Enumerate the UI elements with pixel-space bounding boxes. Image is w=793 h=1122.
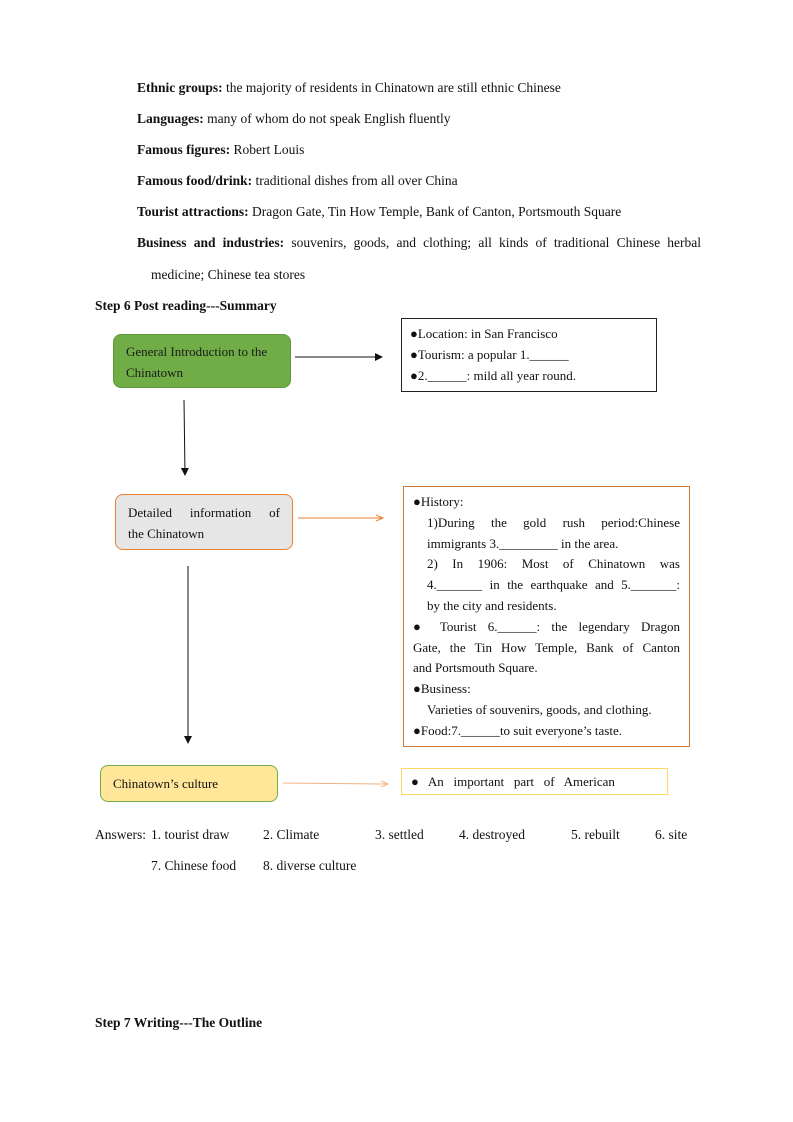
info-business-continued: medicine; Chinese tea stores bbox=[151, 267, 306, 282]
tourist-line: ● Tourist 6.______: the legendary Dragon bbox=[413, 618, 680, 634]
step7-heading: Step 7 Writing---The Outline bbox=[95, 1015, 263, 1030]
history-line: 2) In 1906: Most of Chinatown was bbox=[427, 556, 680, 572]
info-label: Famous figures: bbox=[137, 142, 231, 157]
answer-4: 4. destroyed bbox=[459, 827, 525, 842]
info-ethnic-groups bbox=[137, 80, 561, 96]
arrow-node1-to-node2 bbox=[184, 400, 185, 475]
answer-6: 6. site bbox=[655, 827, 688, 842]
node-detailed-information bbox=[115, 494, 293, 550]
history-line: 1)During the gold rush period:Chinese bbox=[427, 514, 680, 530]
info-label: Ethnic groups: bbox=[137, 80, 223, 95]
history-line: by the city and residents. bbox=[427, 597, 557, 613]
tourist-line: Gate, the Tin How Temple, Bank of Canton bbox=[413, 639, 680, 655]
box-general-introduction bbox=[401, 318, 657, 392]
step6-heading: Step 6 Post reading---Summary bbox=[95, 298, 277, 313]
history-label: ●History: bbox=[413, 494, 464, 509]
answer-1: 1. tourist draw bbox=[151, 827, 230, 842]
answer-2: 2. Climate bbox=[263, 827, 320, 842]
info-text: Robert Louis bbox=[230, 142, 305, 157]
node-general-introduction: General Introduction to the Chinatown bbox=[113, 334, 291, 388]
food-line: ●Food:7.______to suit everyone’s taste. bbox=[413, 722, 622, 738]
info-label: Tourist attractions: bbox=[137, 204, 249, 219]
info-tourist-attractions bbox=[137, 204, 621, 220]
info-text: traditional dishes from all over China bbox=[252, 173, 458, 188]
info-text: souvenirs, goods, and clothing; all kinds of traditional Chinese herbal bbox=[284, 235, 701, 250]
info-famous-figures bbox=[137, 142, 304, 158]
info-label: Languages: bbox=[137, 111, 204, 126]
arrow-node3-to-box3 bbox=[283, 783, 388, 784]
info-famous-food bbox=[137, 173, 458, 189]
answers-label: Answers: bbox=[95, 827, 146, 842]
business-label: ●Business: bbox=[413, 681, 471, 697]
bullet-location: ●Location: in San Francisco bbox=[410, 326, 558, 341]
business-text: Varieties of souvenirs, goods, and clothing. bbox=[427, 701, 652, 717]
answer-5: 5. rebuilt bbox=[571, 827, 620, 842]
node-line: the Chinatown bbox=[128, 526, 205, 541]
info-label: Famous food/drink: bbox=[137, 173, 253, 188]
info-text: many of whom do not speak English fluently bbox=[203, 111, 451, 126]
info-business bbox=[137, 235, 701, 251]
box-culture bbox=[401, 768, 668, 795]
history-line: 4._______ in the earthquake and 5._______: bbox=[427, 577, 680, 593]
info-text: Dragon Gate, Tin How Temple, Bank of Canton, Portsmouth Square bbox=[248, 204, 622, 219]
node-chinatown-culture: Chinatown’s culture bbox=[100, 765, 278, 802]
bullet-tourism: ●Tourism: a popular 1.______ bbox=[410, 346, 569, 362]
bullet-climate: ●2.______: mild all year round. bbox=[410, 367, 576, 383]
answer-7: 7. Chinese food bbox=[151, 858, 237, 873]
info-languages bbox=[137, 111, 450, 127]
tourist-line: and Portsmouth Square. bbox=[413, 660, 538, 676]
node-line: Detailed information of bbox=[128, 505, 280, 520]
answer-8: 8. diverse culture bbox=[263, 858, 357, 873]
culture-line: ● An important part of American bbox=[411, 774, 615, 789]
info-label: Business and industries: bbox=[137, 235, 285, 250]
info-text: the majority of residents in Chinatown are still ethnic Chinese bbox=[222, 80, 561, 95]
history-line: immigrants 3._________ in the area. bbox=[427, 535, 619, 551]
answer-3: 3. settled bbox=[375, 827, 424, 842]
box-detailed-information bbox=[403, 486, 690, 747]
